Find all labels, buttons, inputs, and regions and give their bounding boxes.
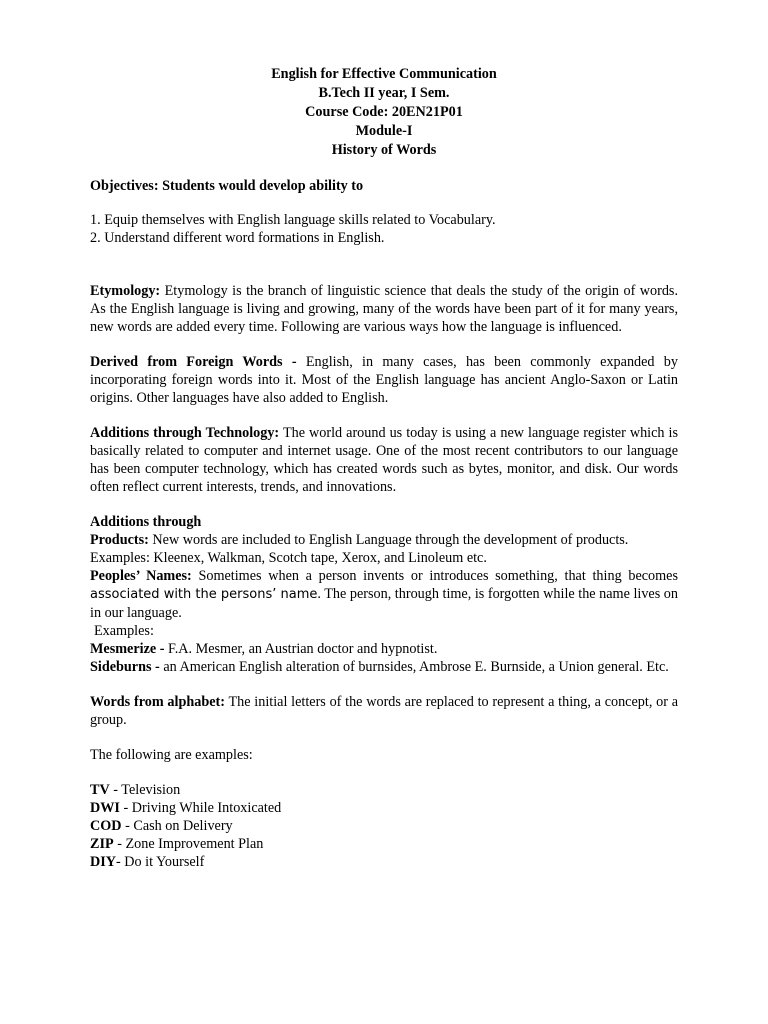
abbreviation-meaning: Do it Yourself xyxy=(124,854,205,870)
abbreviation-meaning: Zone Improvement Plan xyxy=(125,836,264,852)
document-header xyxy=(90,65,678,160)
separator: - xyxy=(113,836,126,852)
mesmerize-text: F.A. Mesmer, an Austrian doctor and hypnotist. xyxy=(167,641,438,657)
abbreviation: DWI xyxy=(90,800,120,816)
module-title: Module-I xyxy=(355,123,413,139)
products-line xyxy=(90,531,678,549)
course-title: English for Effective Communication xyxy=(271,66,497,82)
objective-item: 2. Understand different word formations in English. xyxy=(90,230,385,246)
additions-heading xyxy=(90,513,678,531)
foreign-words-term: Derived from Foreign Words - xyxy=(90,354,297,370)
list-item xyxy=(90,835,678,853)
peoples-names-paragraph xyxy=(90,567,678,622)
list-item xyxy=(90,817,678,835)
abbreviation: DIY xyxy=(90,854,117,870)
alphabet-term: Words from alphabet: xyxy=(90,694,225,710)
sideburns-term: Sideburns - xyxy=(90,659,160,675)
alphabet-text: The initial letters of the words are replaced to represent a thing, a concept, or a group. xyxy=(90,694,678,728)
list-item xyxy=(90,853,678,871)
examples-label: Examples: xyxy=(94,623,154,639)
sideburns-line xyxy=(90,658,678,676)
mesmerize-line xyxy=(90,640,678,658)
peoples-names-text-c: . The person, through time, is forgotten while the name lives on in our language. xyxy=(90,586,678,621)
products-term: Products: xyxy=(90,532,149,548)
foreign-words-text: English, in many cases, has been commonly expanded by incorporating foreign words into it. Most of the English language has ancient Anglo-Saxon or Latin origins. Other languages have also added to English. xyxy=(90,354,678,406)
additions-heading-text: Additions through xyxy=(90,514,202,530)
course-year: B.Tech II year, I Sem. xyxy=(318,85,450,101)
abbreviation: COD xyxy=(90,818,122,834)
etymology-paragraph xyxy=(90,282,678,336)
examples-intro: The following are examples: xyxy=(90,747,253,763)
objectives-list xyxy=(90,211,678,247)
peoples-names-term: Peoples’ Names: xyxy=(90,568,192,584)
sideburns-text: an American English alteration of burnsides, Ambrose E. Burnside, a Union general. Etc. xyxy=(163,659,669,675)
peoples-names-text-b: associated with the persons’ name xyxy=(90,587,318,602)
mesmerize-term: Mesmerize - xyxy=(90,641,165,657)
course-code: Course Code: 20EN21P01 xyxy=(305,104,463,120)
topic-title: History of Words xyxy=(331,142,437,158)
separator: - xyxy=(109,782,122,798)
objectives-heading: Objectives: Students would develop ability to xyxy=(90,178,364,194)
peoples-names-text-a: Sometimes when a person invents or introduces something, that thing becomes xyxy=(198,568,678,584)
technology-term: Additions through Technology: xyxy=(90,425,280,441)
additions-section xyxy=(90,513,678,676)
separator: - xyxy=(121,818,134,834)
technology-text: The world around us today is using a new language register which is basically related to computer and internet usage. One of the most recent contributors to our language has been computer technology, which has created words such as bytes, monitor, and disk. Our words often reflect current interests, trends, and innovations. xyxy=(90,425,679,495)
abbreviation-meaning: Television xyxy=(121,782,181,798)
technology-paragraph xyxy=(90,424,678,496)
etymology-text: Etymology is the branch of linguistic science that deals the study of the origin of words. As the English language is living and growing, many of the words have been part of it for many years, new words are added every time. Following are various ways how the language is influenced. xyxy=(90,283,678,335)
objective-item: 1. Equip themselves with English language skills related to Vocabulary. xyxy=(90,212,496,228)
abbreviation-list xyxy=(90,781,678,871)
products-examples: Examples: Kleenex, Walkman, Scotch tape, Xerox, and Linoleum etc. xyxy=(90,550,487,566)
alphabet-paragraph xyxy=(90,693,678,729)
list-item xyxy=(90,799,678,817)
separator: - xyxy=(116,854,125,870)
abbreviation: ZIP xyxy=(90,836,114,852)
abbreviation: TV xyxy=(90,782,110,798)
foreign-words-paragraph xyxy=(90,353,678,407)
abbreviation-meaning: Cash on Delivery xyxy=(133,818,233,834)
separator: - xyxy=(119,800,132,816)
products-text: New words are included to English Language through the development of products. xyxy=(152,532,629,548)
abbreviation-meaning: Driving While Intoxicated xyxy=(131,800,282,816)
etymology-term: Etymology: xyxy=(90,283,161,299)
list-item xyxy=(90,781,678,799)
